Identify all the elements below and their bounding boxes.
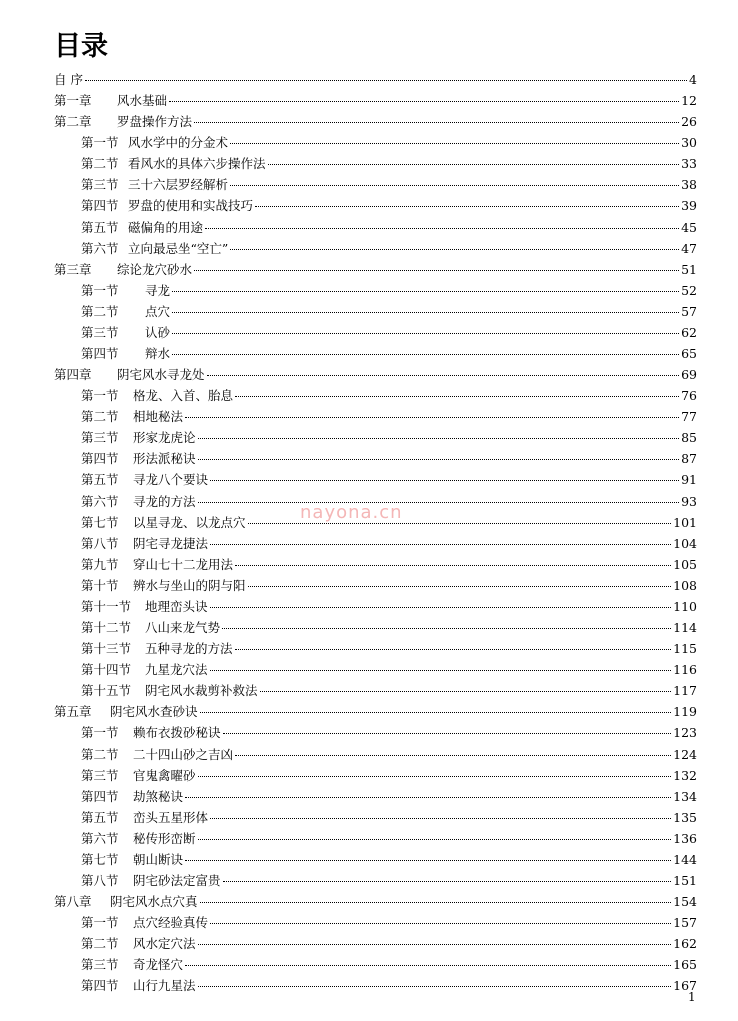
toc-entry-title: 相地秘法 <box>133 409 184 425</box>
toc-entry-page: 104 <box>673 535 697 551</box>
toc-section-entry[interactable] <box>54 722 697 743</box>
toc-entry-number: 第四节 <box>81 346 119 362</box>
toc-entry-title: 罗盘的使用和实战技巧 <box>128 198 254 214</box>
toc-entry-page: 124 <box>673 746 697 762</box>
toc-section-entry[interactable] <box>54 448 697 469</box>
toc-entry-title: 奇龙怪穴 <box>133 957 184 973</box>
toc-entry-page: 33 <box>681 156 697 172</box>
toc-section-entry[interactable] <box>54 680 697 701</box>
toc-entry-number: 第五节 <box>81 472 119 488</box>
toc-entry-title: 以星寻龙、以龙点穴 <box>133 514 246 530</box>
toc-section-entry[interactable] <box>54 238 697 259</box>
toc-entry-number: 第十四节 <box>81 662 132 678</box>
dot-leader <box>235 755 671 756</box>
dot-leader <box>198 459 680 460</box>
toc-entry-title: 三十六层罗经解析 <box>128 177 229 193</box>
dot-leader <box>198 502 680 503</box>
toc-entry-page: 134 <box>673 788 697 804</box>
toc-entry-page: 85 <box>681 430 697 446</box>
toc-entry-number: 第七节 <box>81 514 119 530</box>
toc-section-entry[interactable] <box>54 828 697 849</box>
toc-section-entry[interactable] <box>54 617 697 638</box>
dot-leader <box>198 944 672 945</box>
page-title: 目录 <box>54 31 108 62</box>
toc-entry-page: 87 <box>681 451 697 467</box>
toc-entry-number: 第十一节 <box>81 598 132 614</box>
dot-leader <box>169 101 679 102</box>
toc-entry-title: 寻龙八个要诀 <box>133 472 209 488</box>
toc-section-entry[interactable] <box>54 744 697 765</box>
toc-entry-page: 162 <box>673 936 697 952</box>
toc-entry-number: 第十五节 <box>81 683 132 699</box>
toc-entry-page: 151 <box>673 872 697 888</box>
toc-section-entry[interactable] <box>54 174 697 195</box>
toc-entry-title: 罗盘操作方法 <box>117 114 193 130</box>
toc-entry-number: 第九节 <box>81 556 119 572</box>
dot-leader <box>210 544 671 545</box>
toc-entry-number: 第六节 <box>81 493 119 509</box>
toc-entry-number: 第二节 <box>81 156 119 172</box>
toc-entry-number: 第二节 <box>81 746 119 762</box>
toc-section-entry[interactable] <box>54 596 697 617</box>
toc-entry-page: 115 <box>673 641 697 657</box>
dot-leader <box>172 333 679 334</box>
toc-entry-number: 第十节 <box>81 577 119 593</box>
toc-entry-number: 第一章 <box>54 93 92 109</box>
dot-leader <box>235 649 672 650</box>
dot-leader <box>185 797 671 798</box>
toc-section-entry[interactable] <box>54 554 697 575</box>
toc-section-entry[interactable] <box>54 807 697 828</box>
toc-entry-page: 114 <box>673 620 697 636</box>
toc-entry-page: 51 <box>681 261 697 277</box>
dot-leader <box>198 986 672 987</box>
toc-entry-title: 形家龙虎论 <box>133 430 196 446</box>
dot-leader <box>248 586 672 587</box>
toc-entry-title: 辨水与坐山的阴与阳 <box>133 577 246 593</box>
dot-leader <box>222 628 671 629</box>
toc-entry-page: 26 <box>681 114 697 130</box>
toc-entry-page: 91 <box>681 472 697 488</box>
toc-entry-page: 167 <box>673 978 697 994</box>
toc-entry-number: 第二节 <box>81 303 119 319</box>
page-number: 1 <box>688 990 696 1004</box>
dot-leader <box>185 965 671 966</box>
toc-entry-page: 39 <box>681 198 697 214</box>
toc-entry-title: 官鬼禽曜砂 <box>133 767 196 783</box>
toc-entry-page: 47 <box>681 240 697 256</box>
toc-entry-page: 30 <box>681 135 697 151</box>
dot-leader <box>185 860 671 861</box>
toc-entry-number: 第一节 <box>81 282 119 298</box>
toc-entry-number: 第八节 <box>81 872 119 888</box>
toc-entry-page: 57 <box>681 303 697 319</box>
toc-entry-page: 69 <box>681 367 697 383</box>
toc-entry-page: 62 <box>681 324 697 340</box>
toc-section-entry[interactable] <box>54 659 697 680</box>
toc-entry-page: 117 <box>673 683 697 699</box>
toc-entry-title: 点穴 <box>145 303 171 319</box>
toc-entry-title: 阴宅风水裁剪补救法 <box>145 683 258 699</box>
toc-entry-title: 磁偏角的用途 <box>128 219 204 235</box>
toc-entry-title: 二十四山砂之吉凶 <box>133 746 234 762</box>
toc-entry-title: 秘传形峦断 <box>133 830 196 846</box>
toc-entry-number: 第三节 <box>81 767 119 783</box>
dot-leader <box>185 417 679 418</box>
toc-entry-page: 144 <box>673 851 697 867</box>
toc-entry-page: 12 <box>681 93 697 109</box>
toc-entry-page: 154 <box>673 894 697 910</box>
toc-entry-page: 132 <box>673 767 697 783</box>
toc-entry-number: 第三章 <box>54 261 92 277</box>
toc-entry-page: 119 <box>673 704 697 720</box>
toc-entry-page: 123 <box>673 725 697 741</box>
toc-entry-page: 4 <box>689 72 697 87</box>
toc-entry-title: 风水学中的分金术 <box>128 135 229 151</box>
toc-section-entry[interactable] <box>54 385 697 406</box>
toc-entry-page: 110 <box>673 598 697 614</box>
toc-entry-number: 第八章 <box>54 894 92 910</box>
dot-leader <box>255 206 679 207</box>
toc-entry-page: 77 <box>681 409 697 425</box>
dot-leader <box>194 122 679 123</box>
toc-section-entry[interactable] <box>54 217 697 238</box>
toc-entry-title: 格龙、入首、胎息 <box>133 388 234 404</box>
dot-leader <box>230 185 679 186</box>
toc-entry-title: 八山来龙气势 <box>145 620 221 636</box>
toc-chapter-entry[interactable] <box>54 69 697 90</box>
toc-entry-title: 穿山七十二龙用法 <box>133 556 234 572</box>
toc-entry-page: 101 <box>673 514 697 530</box>
toc-entry-title: 劫煞秘诀 <box>133 788 184 804</box>
dot-leader <box>198 438 680 439</box>
toc-entry-page: 116 <box>673 662 697 678</box>
toc-section-entry[interactable] <box>54 195 697 216</box>
toc-section-entry[interactable] <box>54 132 697 153</box>
toc-section-entry[interactable] <box>54 870 697 891</box>
toc-entry-page: 108 <box>673 577 697 593</box>
toc-entry-number: 第四节 <box>81 451 119 467</box>
toc-section-entry[interactable] <box>54 975 697 996</box>
toc-entry-number: 第四节 <box>81 788 119 804</box>
toc-section-entry[interactable] <box>54 533 697 554</box>
toc-entry-number: 第七节 <box>81 851 119 867</box>
toc-chapter-entry[interactable] <box>54 259 697 280</box>
dot-leader <box>194 270 679 271</box>
toc-entry-page: 65 <box>681 346 697 362</box>
toc-entry-number: 第六节 <box>81 830 119 846</box>
dot-leader <box>235 396 679 397</box>
dot-leader <box>210 607 672 608</box>
toc-entry-number: 第八节 <box>81 535 119 551</box>
toc-entry-number: 第二章 <box>54 114 92 130</box>
dot-leader <box>172 291 679 292</box>
dot-leader <box>210 818 671 819</box>
toc-entry-title: 辩水 <box>145 346 171 362</box>
dot-leader <box>210 670 672 671</box>
dot-leader <box>230 249 679 250</box>
dot-leader <box>198 776 672 777</box>
toc-section-entry[interactable] <box>54 786 697 807</box>
dot-leader <box>85 80 687 81</box>
toc-entry-page: 93 <box>681 493 697 509</box>
toc-section-entry[interactable] <box>54 575 697 596</box>
dot-leader <box>268 164 680 165</box>
toc-entry-number: 第六节 <box>81 240 119 256</box>
toc-entry-page: 45 <box>681 219 697 235</box>
toc-chapter-entry[interactable] <box>54 111 697 132</box>
toc-chapter-entry[interactable] <box>54 701 697 722</box>
toc-entry-title: 阴宅寻龙捷法 <box>133 535 209 551</box>
toc-entry-title: 自 序 <box>54 72 83 87</box>
toc-section-entry[interactable] <box>54 406 697 427</box>
toc-section-entry[interactable] <box>54 912 697 933</box>
dot-leader <box>210 923 671 924</box>
toc-entry-page: 136 <box>673 830 697 846</box>
toc-entry-number: 第三节 <box>81 177 119 193</box>
toc-entry-title: 阴宅风水寻龙处 <box>117 367 205 383</box>
toc-section-entry[interactable] <box>54 343 697 364</box>
dot-leader <box>205 228 679 229</box>
toc-entry-number: 第一节 <box>81 388 119 404</box>
dot-leader <box>172 354 679 355</box>
toc-section-entry[interactable] <box>54 427 697 448</box>
toc-entry-page: 165 <box>673 957 697 973</box>
toc-entry-number: 第五章 <box>54 704 92 720</box>
toc-entry-number: 第三节 <box>81 430 119 446</box>
toc-section-entry[interactable] <box>54 280 697 301</box>
toc-entry-title: 峦头五星形体 <box>133 809 209 825</box>
toc-entry-number: 第三节 <box>81 324 119 340</box>
dot-leader <box>223 881 672 882</box>
toc-entry-title: 认砂 <box>145 324 171 340</box>
toc-section-entry[interactable] <box>54 301 697 322</box>
dot-leader <box>207 375 680 376</box>
table-of-contents <box>54 69 697 996</box>
toc-entry-title: 朝山断诀 <box>133 851 184 867</box>
toc-section-entry[interactable] <box>54 954 697 975</box>
toc-entry-number: 第一节 <box>81 915 119 931</box>
toc-entry-number: 第四节 <box>81 978 119 994</box>
toc-entry-title: 看风水的具体六步操作法 <box>128 156 266 172</box>
toc-section-entry[interactable] <box>54 849 697 870</box>
toc-entry-number: 第二节 <box>81 936 119 952</box>
watermark: nayona.cn <box>300 502 403 523</box>
toc-entry-page: 157 <box>673 915 697 931</box>
toc-entry-title: 立向最忌坐“空亡” <box>128 240 229 256</box>
toc-entry-number: 第五节 <box>81 809 119 825</box>
toc-entry-page: 38 <box>681 177 697 193</box>
dot-leader <box>200 902 672 903</box>
toc-entry-number: 第四章 <box>54 367 92 383</box>
toc-entry-title: 阴宅风水查砂诀 <box>110 704 198 720</box>
toc-section-entry[interactable] <box>54 933 697 954</box>
toc-entry-title: 地理峦头诀 <box>145 598 208 614</box>
toc-chapter-entry[interactable] <box>54 364 697 385</box>
toc-entry-page: 52 <box>681 282 697 298</box>
dot-leader <box>210 480 679 481</box>
toc-entry-number: 第三节 <box>81 957 119 973</box>
dot-leader <box>260 691 672 692</box>
toc-entry-title: 九星龙穴法 <box>145 662 208 678</box>
toc-section-entry[interactable] <box>54 153 697 174</box>
toc-entry-title: 寻龙 <box>145 282 171 298</box>
toc-section-entry[interactable] <box>54 469 697 490</box>
toc-section-entry[interactable] <box>54 765 697 786</box>
dot-leader <box>235 565 671 566</box>
toc-section-entry[interactable] <box>54 322 697 343</box>
toc-chapter-entry[interactable] <box>54 891 697 912</box>
toc-entry-title: 风水基础 <box>117 93 168 109</box>
toc-chapter-entry[interactable] <box>54 90 697 111</box>
toc-entry-number: 第十三节 <box>81 641 132 657</box>
toc-entry-title: 山行九星法 <box>133 978 196 994</box>
toc-entry-title: 寻龙的方法 <box>133 493 196 509</box>
dot-leader <box>198 839 672 840</box>
dot-leader <box>223 733 672 734</box>
dot-leader <box>172 312 679 313</box>
toc-entry-title: 风水定穴法 <box>133 936 196 952</box>
toc-entry-number: 第五节 <box>81 219 119 235</box>
toc-entry-page: 135 <box>673 809 697 825</box>
toc-entry-title: 赖布衣拨砂秘诀 <box>133 725 221 741</box>
toc-entry-page: 76 <box>681 388 697 404</box>
toc-entry-number: 第二节 <box>81 409 119 425</box>
dot-leader <box>230 143 679 144</box>
toc-entry-page: 105 <box>673 556 697 572</box>
toc-entry-number: 第十二节 <box>81 620 132 636</box>
toc-entry-title: 阴宅风水点穴真 <box>110 894 198 910</box>
toc-entry-number: 第四节 <box>81 198 119 214</box>
dot-leader <box>200 712 672 713</box>
toc-entry-title: 阴宅砂法定富贵 <box>133 872 221 888</box>
toc-entry-title: 综论龙穴砂水 <box>117 261 193 277</box>
toc-entry-number: 第一节 <box>81 725 119 741</box>
toc-entry-title: 形法派秘诀 <box>133 451 196 467</box>
toc-entry-title: 点穴经验真传 <box>133 915 209 931</box>
toc-section-entry[interactable] <box>54 638 697 659</box>
toc-entry-number: 第一节 <box>81 135 119 151</box>
toc-entry-title: 五种寻龙的方法 <box>145 641 233 657</box>
